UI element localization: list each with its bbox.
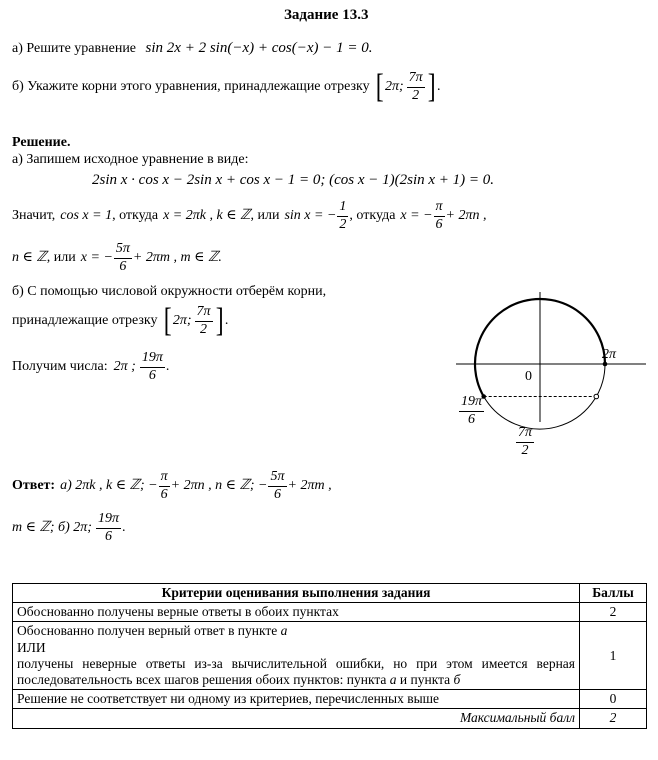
- criteria-header: Критерии оценивания выполнения задания: [13, 584, 580, 603]
- get-label: Получим числа:: [12, 359, 108, 375]
- criteria-row: [13, 690, 647, 709]
- criteria-text-part: Обоснованно получен верный ответ в пункте: [17, 623, 278, 639]
- task-a-prefix: а) Решите уравнение: [12, 41, 137, 56]
- s1-root-1: x = 2πk , k ∈ ℤ: [163, 208, 251, 224]
- criteria-row: [13, 603, 647, 622]
- solution-b-line2-text: принадлежащие отрезку: [12, 313, 158, 328]
- s1-text-e: , или: [250, 208, 280, 224]
- label-zero: 0: [525, 369, 532, 384]
- solution-b-interval: [ 2π; $\frac{7\pi}{2}$ ]: [163, 302, 224, 339]
- task-b: [12, 70, 441, 104]
- answer-a3: + 2πm ,: [287, 478, 332, 494]
- s1-text-c: , откуда: [112, 208, 159, 224]
- criteria-row: [13, 622, 647, 690]
- get-dot: .: [165, 359, 170, 375]
- answer-label: Ответ:: [12, 478, 56, 494]
- answer-b-num: 19π: [96, 512, 121, 529]
- number-circle-diagram: [450, 292, 650, 464]
- answer-a2-den: 6: [273, 486, 281, 502]
- solution-step2: [12, 242, 222, 274]
- solution-step1: [12, 200, 487, 232]
- answer-b-den: 6: [104, 528, 112, 544]
- s1-cos: cos x = 1: [60, 208, 113, 224]
- criteria-text-var: а: [389, 671, 397, 687]
- criteria-header-row: [13, 584, 647, 603]
- criteria-text-or: ИЛИ: [17, 639, 46, 655]
- criteria-max-row: [13, 709, 647, 728]
- solution-line1: а) Запишем исходное уравнение в виде:: [12, 152, 249, 167]
- label-7pi-2-den: 2: [521, 442, 529, 458]
- solution-b-interval-dot: .: [224, 313, 229, 328]
- task-b-interval-left: 2π;: [384, 79, 404, 94]
- get-num: 19π: [140, 351, 165, 368]
- s1-root-2-rhs: + 2πn ,: [445, 208, 487, 224]
- task-a: [12, 41, 372, 56]
- task-b-dot: .: [437, 79, 441, 94]
- label-7pi-2: [515, 426, 535, 458]
- s1-root-2-den: 6: [435, 216, 443, 232]
- solution-get: [12, 351, 169, 383]
- points-header: Баллы: [580, 584, 647, 603]
- solution-b-interval-left: 2π;: [172, 313, 192, 328]
- answer-line2: [12, 512, 125, 544]
- criteria-table: [12, 583, 647, 729]
- s2-text-b: , или: [46, 250, 76, 266]
- s1-text-a: Значит,: [12, 208, 56, 224]
- answer-a2: + 2πn , n ∈ ℤ; −: [170, 478, 268, 494]
- label-2pi: 2π: [602, 347, 617, 362]
- point-open: [594, 394, 599, 399]
- s2-den: 6: [119, 258, 127, 274]
- criteria-text-var: б: [453, 671, 461, 687]
- answer-b1: m ∈ ℤ; б) 2π;: [12, 520, 92, 536]
- task-b-interval-den: 2: [412, 87, 420, 103]
- solution-b-interval-num: 7π: [195, 305, 213, 322]
- answer-a1-den: 6: [160, 486, 168, 502]
- solution-eq-rewrite: 2sin x · cos x − 2sin x + cos x − 1 = 0; (cos x − 1)(2sin x + 1) = 0.: [92, 172, 495, 188]
- s1-sin-num: 1: [337, 200, 348, 217]
- max-label: Максимальный балл: [13, 709, 580, 728]
- criteria-points: 2: [580, 603, 647, 622]
- task-b-interval: [ 2π; $\frac{7\pi}{2}$ ]: [375, 68, 436, 105]
- criteria-text: Решение не соответствует ни одному из критериев, перечисленных выше: [13, 690, 580, 709]
- s2-rhs: + 2πm , m ∈ ℤ.: [132, 250, 222, 266]
- max-points: 2: [580, 709, 647, 728]
- s1-root-2-num: π: [434, 200, 445, 217]
- point-2pi: [603, 362, 608, 367]
- task-b-interval-num: 7π: [407, 71, 425, 88]
- criteria-points: 0: [580, 690, 647, 709]
- s2-n-set: n ∈ ℤ: [12, 250, 47, 266]
- solution-b-interval-den: 2: [200, 321, 208, 337]
- get-den: 6: [148, 367, 156, 383]
- criteria-text-part: получены неверные ответы из-за вычислительной ошибки, но при этом имеется верная последовательность всех шагов решения обоих пунктов: пункта: [17, 655, 575, 687]
- solution-b-line2: [12, 304, 228, 338]
- answer-a2-num: 5π: [268, 470, 286, 487]
- answer-a1-num: π: [159, 470, 170, 487]
- task-b-prefix: б) Укажите корни этого уравнения, принадлежащие отрезку: [12, 79, 370, 94]
- label-7pi-2-num: 7π: [516, 426, 534, 443]
- s1-sin-den: 2: [339, 216, 347, 232]
- answer-a1: а) 2πk , k ∈ ℤ; −: [60, 478, 158, 494]
- page-title: Задание 13.3: [284, 7, 369, 23]
- s1-root-2-lhs: x = −: [400, 208, 433, 224]
- label-19pi-6-num: 19π: [459, 395, 484, 412]
- criteria-text-part: и пункта: [399, 671, 451, 687]
- s2-num: 5π: [114, 242, 132, 259]
- get-val1: 2π ;: [113, 359, 136, 375]
- solution-heading: Решение.: [12, 135, 71, 150]
- criteria-text: [13, 622, 580, 690]
- criteria-text-var: а: [280, 623, 288, 639]
- label-19pi-6: [458, 395, 485, 427]
- s2-lhs: x = −: [80, 250, 113, 266]
- criteria-points: 1: [580, 622, 647, 690]
- answer-line1: [12, 470, 332, 502]
- s1-sin: sin x = −: [284, 208, 337, 224]
- task-a-equation: sin 2x + 2 sin(−x) + cos(−x) − 1 = 0.: [145, 40, 373, 56]
- solution-b-line1: б) С помощью числовой окружности отберём корни,: [12, 284, 327, 299]
- criteria-text: Обоснованно получены верные ответы в обоих пунктах: [13, 603, 580, 622]
- s1-text-g: , откуда: [349, 208, 396, 224]
- answer-b-dot: .: [121, 520, 126, 536]
- label-19pi-6-den: 6: [468, 411, 475, 427]
